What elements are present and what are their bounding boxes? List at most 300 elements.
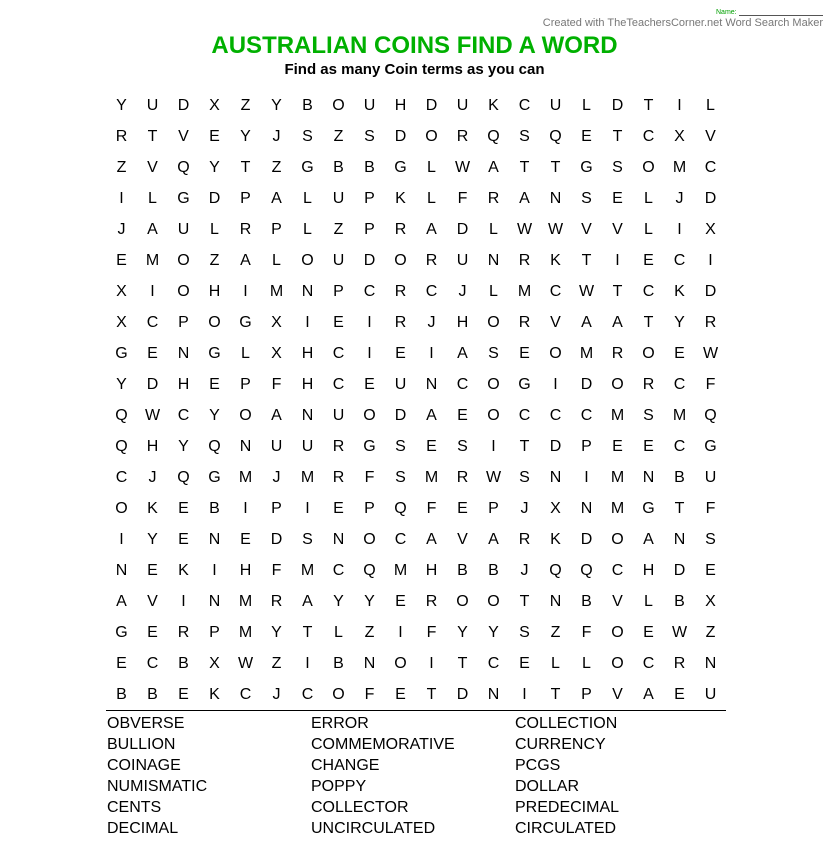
grid-letter: L	[489, 221, 498, 238]
grid-letter: O	[177, 252, 190, 269]
grid-letter: R	[518, 531, 531, 548]
grid-letter: V	[612, 221, 623, 238]
grid-letter: R	[487, 190, 500, 207]
grid-letter: Y	[457, 624, 468, 641]
grid-letter: M	[610, 500, 625, 517]
grid-letter: O	[642, 345, 655, 362]
grid-letter: U	[301, 438, 314, 455]
grid-letter: L	[303, 190, 312, 207]
grid-letter: C	[549, 407, 562, 424]
grid-letter: K	[178, 562, 189, 579]
grid-letter: J	[117, 221, 126, 238]
grid-letter: F	[364, 686, 375, 703]
grid-letter: X	[705, 593, 716, 610]
grid-letter: Q	[115, 407, 128, 424]
grid-letter: S	[457, 438, 468, 455]
grid-letter: M	[672, 407, 687, 424]
divider	[106, 710, 726, 711]
grid-letter: E	[178, 686, 189, 703]
grid-letter: C	[394, 531, 407, 548]
word-item: ERROR	[311, 715, 369, 732]
grid-letter: P	[178, 314, 189, 331]
grid-letter: E	[395, 686, 406, 703]
grid-letter: N	[549, 190, 562, 207]
grid-letter: B	[209, 500, 220, 517]
grid-letter: Q	[394, 500, 407, 517]
grid-letter: I	[150, 283, 155, 300]
grid-letter: C	[332, 562, 345, 579]
grid-letter: L	[210, 221, 219, 238]
grid-letter: G	[518, 376, 531, 393]
grid-letter: Z	[550, 624, 561, 641]
grid-letter: V	[147, 593, 158, 610]
grid-letter: P	[581, 438, 592, 455]
grid-letter: Z	[705, 624, 716, 641]
grid-letter: Y	[364, 593, 375, 610]
grid-letter: U	[332, 190, 345, 207]
grid-letter: O	[394, 655, 407, 672]
grid-letter: Q	[549, 562, 562, 579]
grid-letter: B	[364, 159, 375, 176]
grid-letter: A	[302, 593, 313, 610]
grid-letter: R	[518, 314, 531, 331]
grid-letter: T	[643, 97, 654, 114]
grid-letter: S	[643, 407, 654, 424]
grid-letter: C	[146, 655, 159, 672]
grid-letter: I	[491, 438, 496, 455]
grid-letter: R	[394, 221, 407, 238]
grid-letter: D	[425, 97, 438, 114]
grid-letter: N	[239, 438, 252, 455]
word-item: POPPY	[311, 778, 367, 795]
grid-letter: S	[364, 128, 375, 145]
word-item: NUMISMATIC	[107, 778, 208, 795]
grid-letter: O	[239, 407, 252, 424]
grid-letter: C	[363, 283, 376, 300]
grid-letter: K	[209, 686, 220, 703]
grid-letter: X	[209, 655, 220, 672]
grid-letter: R	[456, 128, 469, 145]
grid-letter: W	[144, 407, 161, 424]
grid-letter: X	[550, 500, 561, 517]
grid-letter: W	[578, 283, 595, 300]
grid-letter: P	[364, 221, 375, 238]
grid-letter: Y	[116, 376, 127, 393]
grid-letter: C	[611, 562, 624, 579]
grid-letter: N	[177, 345, 190, 362]
word-column	[515, 713, 619, 839]
grid-letter: H	[177, 376, 190, 393]
grid-letter: G	[239, 314, 252, 331]
grid-letter: I	[212, 562, 217, 579]
grid-letter: U	[456, 97, 469, 114]
grid-letter: E	[426, 438, 437, 455]
grid-letter: W	[454, 159, 471, 176]
grid-letter: I	[429, 345, 434, 362]
grid-letter: E	[612, 190, 623, 207]
grid-letter: L	[241, 345, 250, 362]
grid-letter: X	[271, 314, 282, 331]
grid-letter: B	[116, 686, 127, 703]
grid-letter: D	[673, 562, 686, 579]
grid-letter: O	[487, 376, 500, 393]
grid-letter: G	[115, 345, 128, 362]
grid-letter: H	[301, 345, 314, 362]
grid-letter: R	[177, 624, 190, 641]
grid-letter: I	[429, 655, 434, 672]
grid-letter: A	[271, 407, 282, 424]
grid-letter: U	[549, 97, 562, 114]
page-title: AUSTRALIAN COINS FIND A WORD	[211, 32, 618, 59]
grid-letter: A	[519, 190, 530, 207]
name-label: Name:	[716, 9, 737, 16]
grid-letter: L	[582, 97, 591, 114]
grid-letter: G	[704, 438, 717, 455]
word-item: COMMEMORATIVE	[311, 736, 455, 753]
grid-letter: Q	[208, 438, 221, 455]
grid-letter: B	[457, 562, 468, 579]
grid-letter: V	[178, 128, 189, 145]
grid-letter: D	[394, 128, 407, 145]
grid-letter: L	[489, 283, 498, 300]
grid-letter: M	[424, 469, 439, 486]
grid-letter: R	[642, 376, 655, 393]
grid-letter: L	[644, 190, 653, 207]
grid-letter: R	[704, 314, 717, 331]
grid-letter: I	[305, 655, 310, 672]
word-item: DOLLAR	[515, 778, 580, 795]
grid-letter: G	[208, 469, 221, 486]
grid-letter: Y	[147, 531, 158, 548]
word-item: DECIMAL	[107, 820, 179, 837]
word-item: CHANGE	[311, 757, 380, 774]
grid-letter: F	[271, 562, 282, 579]
grid-letter: E	[457, 407, 468, 424]
grid-letter: J	[272, 686, 281, 703]
grid-letter: D	[580, 531, 593, 548]
grid-letter: N	[487, 252, 500, 269]
grid-letter: M	[238, 593, 253, 610]
grid-letter: R	[115, 128, 128, 145]
grid-letter: C	[301, 686, 314, 703]
grid-letter: I	[708, 252, 713, 269]
grid-letter: S	[519, 469, 530, 486]
grid-letter: C	[332, 345, 345, 362]
grid-letter: N	[301, 283, 314, 300]
grid-letter: E	[674, 686, 685, 703]
grid-letter: L	[427, 159, 436, 176]
word-item: CENTS	[107, 799, 162, 816]
grid-letter: N	[487, 686, 500, 703]
grid-letter: V	[550, 314, 561, 331]
grid-letter: V	[612, 686, 623, 703]
word-item: PREDECIMAL	[515, 799, 620, 816]
grid-letter: C	[239, 686, 252, 703]
grid-letter: A	[240, 252, 251, 269]
grid-letter: X	[674, 128, 685, 145]
grid-letter: A	[643, 686, 654, 703]
grid-letter: S	[581, 190, 592, 207]
grid-letter: T	[302, 624, 313, 641]
grid-letter: E	[457, 500, 468, 517]
grid-letter: A	[488, 531, 499, 548]
word-column	[107, 713, 207, 839]
grid-letter: I	[522, 686, 527, 703]
grid-letter: Z	[333, 128, 344, 145]
grid-letter: B	[674, 593, 685, 610]
grid-letter: U	[332, 252, 345, 269]
grid-letter: A	[488, 159, 499, 176]
grid-letter: C	[580, 407, 593, 424]
grid-letter: L	[148, 190, 157, 207]
name-underline	[739, 8, 823, 16]
grid-letter: N	[363, 655, 376, 672]
grid-letter: N	[549, 469, 562, 486]
grid-letter: E	[519, 345, 530, 362]
grid-letter: B	[674, 469, 685, 486]
grid-letter: U	[704, 469, 717, 486]
grid-letter: I	[584, 469, 589, 486]
grid-letter: P	[364, 500, 375, 517]
grid-letter: I	[677, 97, 682, 114]
grid-letter: D	[704, 190, 717, 207]
grid-letter: E	[209, 128, 220, 145]
grid-letter: O	[456, 593, 469, 610]
grid-letter: X	[209, 97, 220, 114]
grid-letter: A	[426, 221, 437, 238]
grid-letter: O	[425, 128, 438, 145]
grid-letter: R	[270, 593, 283, 610]
grid-letter: B	[178, 655, 189, 672]
grid-letter: O	[177, 283, 190, 300]
grid-letter: R	[239, 221, 252, 238]
grid-letter: G	[363, 438, 376, 455]
grid-letter: T	[519, 593, 530, 610]
grid-letter: O	[301, 252, 314, 269]
grid-letter: Y	[116, 97, 127, 114]
grid-letter: E	[147, 624, 158, 641]
word-item: COLLECTOR	[311, 799, 409, 816]
grid-letter: O	[487, 407, 500, 424]
grid-letter: W	[485, 469, 502, 486]
grid-letter: C	[673, 438, 686, 455]
grid-letter: M	[269, 283, 284, 300]
grid-letter: H	[239, 562, 252, 579]
grid-letter: F	[426, 624, 437, 641]
grid-letter: P	[209, 624, 220, 641]
grid-letter: Q	[177, 469, 190, 486]
credit-text: Created with TheTeachersCorner.net Word Search Maker	[542, 17, 823, 29]
grid-letter: D	[363, 252, 376, 269]
grid-letter: W	[516, 221, 533, 238]
grid-letter: G	[580, 159, 593, 176]
grid-letter: B	[333, 159, 344, 176]
grid-letter: N	[580, 500, 593, 517]
grid-letter: G	[115, 624, 128, 641]
grid-letter: C	[425, 283, 438, 300]
grid-letter: Z	[240, 97, 251, 114]
grid-letter: N	[425, 376, 438, 393]
grid-letter: F	[271, 376, 282, 393]
grid-letter: S	[705, 531, 716, 548]
grid-letter: L	[582, 655, 591, 672]
grid-letter: M	[517, 283, 532, 300]
grid-letter: Q	[177, 159, 190, 176]
grid-letter: T	[550, 159, 561, 176]
grid-letter: F	[457, 190, 468, 207]
grid-letter: X	[705, 221, 716, 238]
grid-letter: N	[115, 562, 128, 579]
grid-letter: A	[426, 531, 437, 548]
grid-letter: O	[611, 624, 624, 641]
grid-letter: I	[119, 190, 124, 207]
grid-letter: T	[612, 128, 623, 145]
grid-letter: Z	[333, 221, 344, 238]
grid-letter: B	[333, 655, 344, 672]
grid-letter: I	[305, 500, 310, 517]
grid-letter: W	[671, 624, 688, 641]
grid-letter: E	[395, 593, 406, 610]
grid-letter: D	[146, 376, 159, 393]
grid-letter: C	[642, 128, 655, 145]
grid-letter: E	[147, 562, 158, 579]
grid-letter: J	[272, 128, 281, 145]
grid-letter: Z	[271, 159, 282, 176]
grid-letter: Y	[271, 624, 282, 641]
grid-letter: H	[425, 562, 438, 579]
grid-letter: F	[364, 469, 375, 486]
grid-letter: Q	[549, 128, 562, 145]
grid-letter: D	[456, 221, 469, 238]
grid-letter: D	[549, 438, 562, 455]
grid-letter: L	[644, 593, 653, 610]
grid-letter: K	[488, 97, 499, 114]
grid-letter: I	[367, 314, 372, 331]
grid-letter: V	[705, 128, 716, 145]
grid-letter: X	[116, 314, 127, 331]
grid-letter: E	[333, 314, 344, 331]
grid-letter: U	[270, 438, 283, 455]
grid-letter: R	[394, 283, 407, 300]
grid-letter: F	[705, 376, 716, 393]
grid-letter: E	[643, 252, 654, 269]
grid-letter: S	[395, 438, 406, 455]
grid-letter: N	[704, 655, 717, 672]
grid-letter: Q	[115, 438, 128, 455]
grid-letter: E	[395, 345, 406, 362]
grid-letter: M	[393, 562, 408, 579]
grid-letter: E	[581, 128, 592, 145]
grid-letter: Y	[178, 438, 189, 455]
grid-letter: C	[332, 376, 345, 393]
name-field	[716, 8, 823, 16]
grid-letter: C	[456, 376, 469, 393]
grid-letter: M	[610, 407, 625, 424]
grid-letter: E	[519, 655, 530, 672]
grid-letter: S	[302, 128, 313, 145]
grid-letter: C	[673, 376, 686, 393]
grid-letter: M	[238, 624, 253, 641]
grid-letter: N	[208, 531, 221, 548]
grid-letter: N	[208, 593, 221, 610]
grid-letter: O	[611, 376, 624, 393]
grid-letter: L	[551, 655, 560, 672]
grid-letter: R	[394, 314, 407, 331]
grid-letter: T	[581, 252, 592, 269]
grid-letter: U	[146, 97, 159, 114]
grid-letter: W	[547, 221, 564, 238]
page-subtitle: Find as many Coin terms as you can	[284, 61, 545, 78]
grid-letter: C	[518, 97, 531, 114]
grid-letter: O	[549, 345, 562, 362]
grid-letter: M	[672, 159, 687, 176]
grid-letter: H	[301, 376, 314, 393]
grid-letter: D	[456, 686, 469, 703]
grid-letter: O	[332, 97, 345, 114]
grid-letter: R	[332, 438, 345, 455]
grid-letter: E	[333, 500, 344, 517]
grid-letter: Z	[116, 159, 127, 176]
grid-letter: R	[673, 655, 686, 672]
grid-letter: K	[395, 190, 406, 207]
grid-letter: I	[553, 376, 558, 393]
grid-letter: I	[181, 593, 186, 610]
grid-letter: A	[116, 593, 127, 610]
grid-letter: L	[334, 624, 343, 641]
grid-letter: D	[208, 190, 221, 207]
grid-letter: N	[642, 469, 655, 486]
word-item: UNCIRCULATED	[311, 820, 436, 837]
word-item: OBVERSE	[107, 715, 185, 732]
grid-letter: D	[394, 407, 407, 424]
grid-letter: H	[146, 438, 159, 455]
grid-letter: K	[674, 283, 685, 300]
grid-letter: Y	[271, 97, 282, 114]
grid-letter: Y	[488, 624, 499, 641]
grid-letter: E	[643, 624, 654, 641]
grid-letter: H	[394, 97, 407, 114]
grid-letter: I	[119, 531, 124, 548]
grid-letter: G	[642, 500, 655, 517]
grid-letter: P	[333, 283, 344, 300]
grid-letter: U	[456, 252, 469, 269]
grid-letter: R	[611, 345, 624, 362]
grid-letter: O	[363, 407, 376, 424]
grid-letter: E	[612, 438, 623, 455]
grid-letter: J	[520, 562, 529, 579]
grid-letter: T	[674, 500, 685, 517]
grid-letter: X	[271, 345, 282, 362]
grid-letter: O	[363, 531, 376, 548]
word-column	[311, 713, 455, 839]
grid-letter: G	[208, 345, 221, 362]
grid-letter: L	[706, 97, 715, 114]
grid-letter: A	[643, 531, 654, 548]
grid-letter: M	[300, 469, 315, 486]
grid-letter: R	[332, 469, 345, 486]
grid-letter: Y	[333, 593, 344, 610]
grid-letter: A	[426, 407, 437, 424]
grid-letter: R	[518, 252, 531, 269]
grid-letter: M	[579, 345, 594, 362]
word-item: CIRCULATED	[515, 820, 617, 837]
grid-letter: L	[272, 252, 281, 269]
grid-letter: K	[550, 252, 561, 269]
grid-letter: P	[240, 190, 251, 207]
grid-letter: T	[519, 438, 530, 455]
grid-letter: M	[145, 252, 160, 269]
grid-letter: D	[580, 376, 593, 393]
